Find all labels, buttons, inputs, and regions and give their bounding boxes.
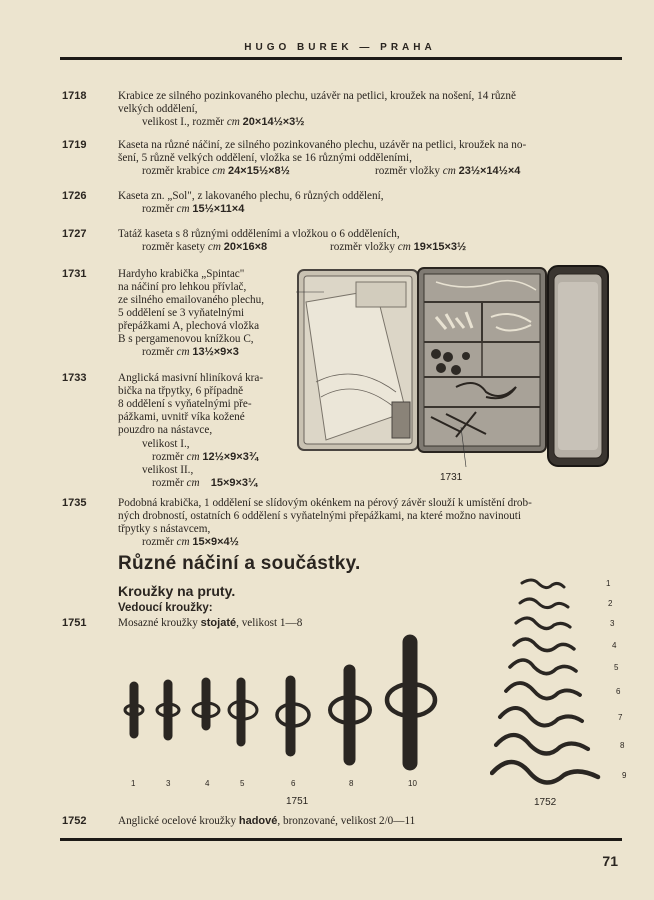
ring-size-label: 6: [291, 779, 296, 788]
unit: cm: [186, 477, 200, 489]
dimensions: 20×14½×3½: [242, 116, 305, 128]
size-label: rozměr vložky: [330, 241, 395, 253]
page-number: 71: [602, 853, 618, 869]
size-variant-label: velikost I.,: [142, 438, 190, 450]
ring-size-label: 6: [616, 687, 621, 696]
text: , bronzované, velikost 2/0—11: [277, 815, 416, 827]
unit: cm: [176, 203, 190, 215]
item-description-line: Hardyho krabička „Spintac": [118, 268, 245, 280]
dimensions: 15½×11×4: [192, 203, 245, 215]
unit: cm: [212, 165, 226, 177]
item-description-line: velkých oddělení,: [118, 103, 198, 115]
item-number: 1726: [62, 190, 87, 202]
size-variant-label: velikost II.,: [142, 464, 194, 476]
item-description-line: Kaseta zn. „Sol", z lakovaného plechu, 6 různých oddělení,: [118, 190, 384, 202]
text: Anglické ocelové kroužky: [118, 815, 239, 827]
ring-size-label: 8: [620, 741, 625, 750]
item-description-line: bička na třpytky, 6 případně: [118, 385, 244, 397]
item-number: 1731: [62, 268, 87, 280]
emphasis: stojaté: [200, 617, 237, 629]
ring-size-label: 3: [610, 619, 615, 628]
page-header: HUGO BUREK — PRAHA: [244, 42, 436, 53]
text: Mosazné kroužky: [118, 617, 201, 629]
item-number: 1733: [62, 372, 87, 384]
guide-rings-illustration: [118, 630, 458, 780]
ring-size-label: 3: [166, 779, 171, 788]
dimensions: 13½×9×3: [192, 346, 239, 358]
item-description-line: šení, 5 různě velkých oddělení, vložka se 16 různými odděleními,: [118, 152, 412, 164]
item-dimensions: [142, 241, 267, 254]
size-label: rozměr: [142, 203, 174, 215]
size-label: rozměr: [142, 536, 174, 548]
unit: cm: [226, 116, 240, 128]
section-subsubtitle: Vedoucí kroužky:: [118, 602, 213, 614]
ring-size-label: 5: [240, 779, 245, 788]
size-label: rozměr vložky: [375, 165, 440, 177]
unit: cm: [442, 165, 456, 177]
item-description-line: na náčiní pro lehkou přívlač,: [118, 281, 247, 293]
ring-size-label: 1: [606, 579, 611, 588]
size-label: rozměr: [152, 477, 184, 489]
dimensions: 15×9×4½: [192, 536, 239, 548]
item-number: 1719: [62, 139, 87, 151]
item-description-line: [118, 815, 415, 828]
item-description-line: Tatáž kaseta s 8 různými odděleními a vložkou o 6 odděleních,: [118, 228, 400, 240]
unit: cm: [186, 451, 200, 463]
ring-size-label: 4: [612, 641, 617, 650]
item-description-line: pážkami, uvnitř víka kožené: [118, 411, 245, 423]
dimensions: 15×9×3¼: [210, 477, 258, 489]
ring-size-label: 4: [205, 779, 210, 788]
dimensions: 20×16×8: [223, 241, 268, 253]
figure-caption: 1731: [440, 472, 463, 483]
dimensions: 24×15½×8½: [228, 165, 290, 177]
item-description-line: 8 oddělení s vyňatelnými pře-: [118, 398, 252, 410]
figure-caption: 1751: [286, 796, 309, 807]
text: , velikost 1—8: [236, 617, 303, 629]
item-dimensions: [152, 477, 257, 490]
dimensions: 23½×14½×4: [458, 165, 521, 177]
item-dimensions: [142, 203, 244, 216]
ring-size-label: 1: [131, 779, 136, 788]
size-label: rozměr kasety: [142, 241, 206, 253]
item-description-line: ze silného emailovaného plechu,: [118, 294, 265, 306]
dimensions: 19×15×3½: [413, 241, 467, 253]
size-label: velikost I., rozměr: [142, 116, 225, 128]
ring-size-label: 10: [408, 779, 417, 788]
unit: cm: [176, 346, 190, 358]
item-dimensions: [142, 165, 290, 178]
item-description-line: 5 oddělení se 3 vyňatelnými: [118, 307, 245, 319]
item-dimensions-secondary: [375, 165, 520, 178]
item-dimensions-secondary: [330, 241, 466, 254]
section-subtitle: Kroužky na pruty.: [118, 583, 236, 599]
item-description-line: Krabice ze silného pozinkovaného plechu, uzávěr na petlici, kroužek na nošení, 14 různě: [118, 90, 516, 102]
emphasis: hadové: [238, 815, 278, 827]
size-label: rozměr: [142, 346, 174, 358]
item-description-line: Kaseta na různé náčiní, ze silného pozinkovaného plechu, uzávěr na petlici, kroužek na no-: [118, 139, 527, 151]
unit: cm: [397, 241, 411, 253]
item-description-line: ných drobností, ostatních 6 oddělení s vyňatelnými přepážkami, na které možno navinouti: [118, 510, 521, 522]
header-rule: [60, 57, 622, 60]
ring-size-label: 2: [608, 599, 613, 608]
ring-size-label: 5: [614, 663, 619, 672]
size-label: rozměr krabice: [142, 165, 210, 177]
item-description-line: [118, 617, 302, 630]
item-number: 1727: [62, 228, 87, 240]
item-description-line: Podobná krabička, 1 oddělení se slídovým okénkem na pérový závěr slouží k umístění drob-: [118, 497, 532, 509]
size-label: rozměr: [152, 451, 184, 463]
footer-rule: [60, 838, 622, 841]
ring-size-label: 9: [622, 771, 627, 780]
ring-size-label: 7: [618, 713, 623, 722]
item-dimensions: [152, 451, 258, 464]
unit: cm: [176, 536, 190, 548]
item-description-line: přepážkami A, plechová vložka: [118, 320, 260, 332]
item-description-line: třpytky s nástavcem,: [118, 523, 211, 535]
dimensions: 12½×9×3¾: [202, 451, 258, 463]
tackle-box-illustration: [296, 262, 614, 474]
item-number: 1751: [62, 617, 87, 629]
item-description-line: pouzdro na nástavce,: [118, 424, 213, 436]
item-number: 1752: [62, 815, 87, 827]
item-dimensions: [142, 346, 239, 359]
item-number: 1735: [62, 497, 87, 509]
unit: cm: [207, 241, 221, 253]
figure-caption: 1752: [534, 797, 557, 808]
item-number: 1718: [62, 90, 87, 102]
item-description-line: B s pergamenovou knížkou C,: [118, 333, 254, 345]
item-dimensions: [142, 536, 239, 549]
snake-rings-illustration: [490, 575, 613, 795]
section-title: Různé náčiní a součástky.: [118, 553, 361, 574]
item-description-line: Anglická masivní hliníková kra-: [118, 372, 264, 384]
ring-size-label: 8: [349, 779, 354, 788]
item-dimensions: [142, 116, 304, 129]
